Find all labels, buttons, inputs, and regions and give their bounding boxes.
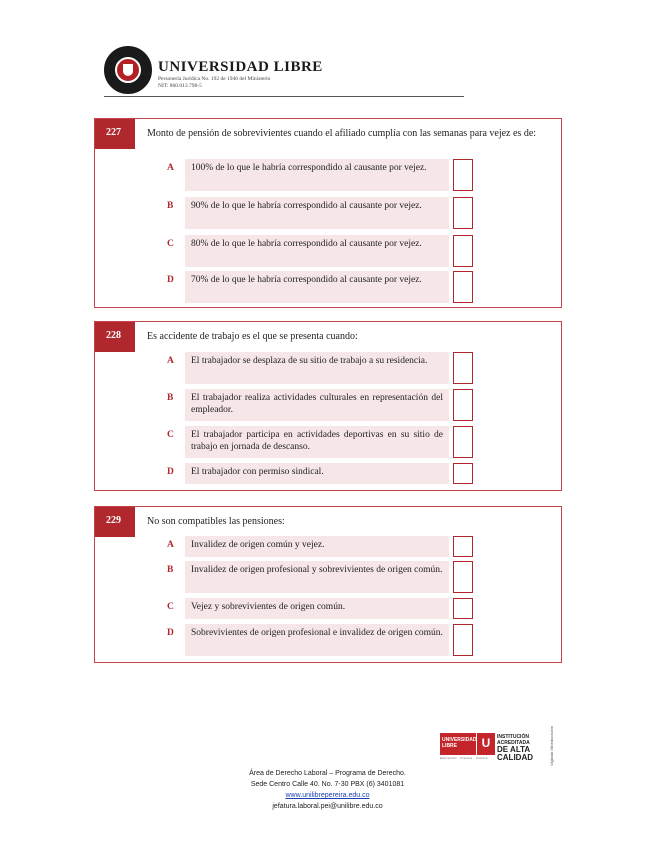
question-227 [94, 118, 562, 308]
option-text: Invalidez de origen profesional y sobrevivientes de origen común. [185, 561, 449, 593]
option-letter: C [167, 430, 174, 440]
option-text: Vejez y sobrevivientes de origen común. [185, 598, 449, 619]
unilibre-logo: UNIVERSIDAD LIBRE [440, 733, 476, 755]
accreditation-logos [440, 733, 540, 762]
option-text: Invalidez de origen común y vejez. [185, 536, 449, 557]
letterhead [104, 46, 464, 98]
vertical-note: Vigilada Mineducación [549, 726, 554, 766]
answer-checkbox-d[interactable] [453, 463, 473, 484]
option-text: El trabajador se desplaza de su sitio de trabajo a su residencia. [185, 352, 449, 384]
answer-checkbox-b[interactable] [453, 197, 473, 229]
header-divider [104, 96, 464, 97]
footer-email[interactable]: jefatura.laboral.pei@unilibre.edu.co [272, 803, 383, 810]
logo-tagline: Educación · Ciencia · Cultura [440, 756, 488, 760]
answer-checkbox-c[interactable] [453, 598, 473, 619]
answer-checkbox-b[interactable] [453, 389, 473, 421]
accreditation-badge: INSTITUCIÓN ACREDITADA DE ALTA CALIDAD [497, 734, 533, 762]
option-letter: A [167, 163, 174, 173]
option-text: 100% de lo que le habría correspondido al causante por vejez. [185, 159, 449, 191]
answer-checkbox-c[interactable] [453, 235, 473, 267]
option-text: 80% de lo que le habría correspondido al causante por vejez. [185, 235, 449, 267]
question-228 [94, 321, 562, 491]
answer-checkbox-a[interactable] [453, 352, 473, 384]
question-number: 227 [95, 119, 135, 149]
question-number: 228 [95, 322, 135, 352]
footer-department: Área de Derecho Laboral – Programa de Derecho. [249, 770, 406, 777]
option-text: El trabajador realiza actividades culturales en representación del empleador. [185, 389, 449, 421]
option-letter: B [167, 565, 174, 575]
question-text: No son compatibles las pensiones: [147, 516, 285, 527]
option-letter: C [167, 239, 174, 249]
answer-checkbox-c[interactable] [453, 426, 473, 458]
question-text: Es accidente de trabajo es el que se presenta cuando: [147, 331, 358, 342]
website-link[interactable]: www.unilibrepereira.edu.co [285, 792, 370, 799]
option-letter: B [167, 201, 174, 211]
option-letter: A [167, 540, 174, 550]
question-229 [94, 506, 562, 663]
option-text: 70% de lo que le habría correspondido al causante por vejez. [185, 271, 449, 303]
footer-contact [200, 768, 455, 812]
option-letter: D [167, 628, 174, 638]
option-text: Sobrevivientes de origen profesional e invalidez de origen común. [185, 624, 449, 656]
option-text: El trabajador con permiso sindical. [185, 463, 449, 484]
university-legal-info: Personería Jurídica No. 192 de 1946 del Ministerio NIT: 860.013.798-5 [158, 76, 271, 89]
question-text: Monto de pensión de sobrevivientes cuando el afiliado cumplía con las semanas para vejez es de: [147, 128, 537, 139]
u-logo: U [477, 733, 495, 755]
option-letter: D [167, 467, 174, 477]
answer-checkbox-a[interactable] [453, 536, 473, 557]
answer-checkbox-d[interactable] [453, 624, 473, 656]
option-letter: C [167, 602, 174, 612]
option-text: 90% de lo que le habría correspondido al causante por vejez. [185, 197, 449, 229]
footer-address: Sede Centro Calle 40. No. 7-30 PBX (6) 3401081 [250, 781, 405, 788]
option-text: El trabajador participa en actividades deportivas en su sitio de trabajo en jornada de descanso. [185, 426, 449, 458]
option-letter: B [167, 393, 174, 403]
answer-checkbox-b[interactable] [453, 561, 473, 593]
answer-checkbox-d[interactable] [453, 271, 473, 303]
answer-checkbox-a[interactable] [453, 159, 473, 191]
university-seal-logo [104, 46, 152, 94]
option-letter: D [167, 275, 174, 285]
university-name: UNIVERSIDAD LIBRE [158, 59, 323, 75]
question-number: 229 [95, 507, 135, 537]
option-letter: A [167, 356, 174, 366]
